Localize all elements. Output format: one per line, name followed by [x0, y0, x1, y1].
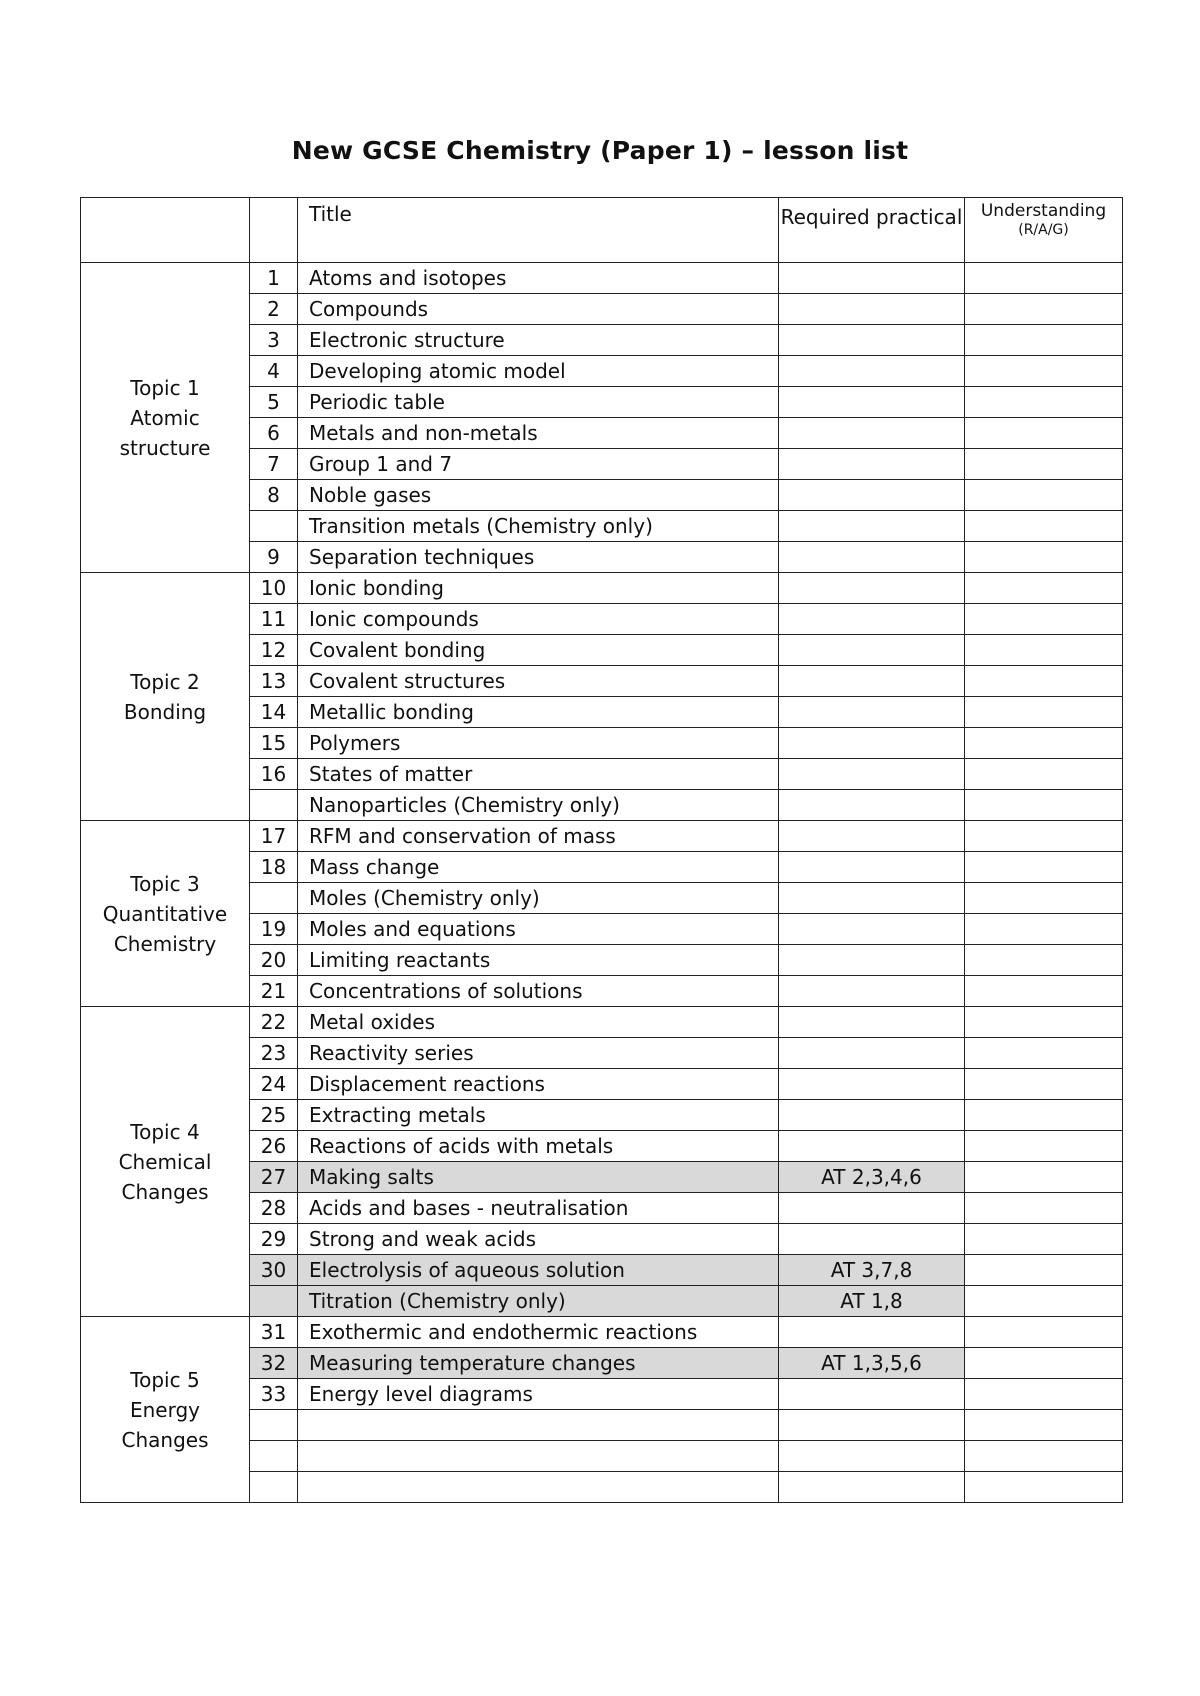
topic-label-cell — [81, 821, 250, 1007]
understanding-rag-cell[interactable] — [965, 1193, 1123, 1224]
lesson-number-cell: 19 — [250, 914, 298, 945]
understanding-rag-cell[interactable] — [965, 666, 1123, 697]
lesson-title-cell: Group 1 and 7 — [298, 449, 779, 480]
lesson-number-cell: 26 — [250, 1131, 298, 1162]
understanding-rag-cell[interactable] — [965, 418, 1123, 449]
understanding-rag-cell[interactable] — [965, 573, 1123, 604]
lesson-title-cell: Metals and non-metals — [298, 418, 779, 449]
understanding-rag-cell[interactable] — [965, 1255, 1123, 1286]
lesson-number-cell — [250, 1472, 298, 1503]
required-practical-cell: AT 1,3,5,6 — [779, 1348, 965, 1379]
understanding-rag-cell[interactable] — [965, 914, 1123, 945]
lesson-number-cell — [250, 1441, 298, 1472]
topic-label-line: Topic 4 — [130, 1119, 200, 1144]
lesson-title-cell: Making salts — [298, 1162, 779, 1193]
required-practical-cell — [779, 1472, 965, 1503]
header-topic-cell — [81, 198, 250, 263]
table-row — [81, 1317, 1123, 1348]
lesson-number-cell: 24 — [250, 1069, 298, 1100]
lesson-table — [80, 197, 1123, 1503]
lesson-number-cell — [250, 511, 298, 542]
lesson-number-cell — [250, 1410, 298, 1441]
required-practical-cell — [779, 573, 965, 604]
table-row — [81, 821, 1123, 852]
lesson-title-cell: Titration (Chemistry only) — [298, 1286, 779, 1317]
lesson-title-cell: Covalent bonding — [298, 635, 779, 666]
lesson-title-cell: Concentrations of solutions — [298, 976, 779, 1007]
required-practical-cell — [779, 759, 965, 790]
topic-label-cell — [81, 573, 250, 821]
topic-label-line: Energy — [129, 1397, 201, 1422]
lesson-number-cell — [250, 1286, 298, 1317]
lesson-number-cell: 13 — [250, 666, 298, 697]
table-row — [81, 263, 1123, 294]
lesson-number-cell: 27 — [250, 1162, 298, 1193]
topic-label-line: structure — [119, 435, 211, 460]
understanding-rag-cell[interactable] — [965, 263, 1123, 294]
page-title: New GCSE Chemistry (Paper 1) – lesson list — [291, 136, 909, 165]
lesson-title-cell: Covalent structures — [298, 666, 779, 697]
understanding-rag-cell[interactable] — [965, 728, 1123, 759]
lesson-title-cell: Separation techniques — [298, 542, 779, 573]
lesson-number-cell — [250, 790, 298, 821]
required-practical-cell — [779, 790, 965, 821]
lesson-title-cell — [298, 1472, 779, 1503]
lesson-number-cell: 7 — [250, 449, 298, 480]
lesson-number-cell: 33 — [250, 1379, 298, 1410]
lesson-title-cell: Strong and weak acids — [298, 1224, 779, 1255]
required-practical-cell — [779, 1224, 965, 1255]
required-practical-cell — [779, 263, 965, 294]
understanding-rag-cell[interactable] — [965, 511, 1123, 542]
required-practical-cell — [779, 1038, 965, 1069]
lesson-title-cell: Developing atomic model — [298, 356, 779, 387]
lesson-number-cell: 16 — [250, 759, 298, 790]
lesson-title-cell: Exothermic and endothermic reactions — [298, 1317, 779, 1348]
lesson-title-cell: Transition metals (Chemistry only) — [298, 511, 779, 542]
required-practical-cell — [779, 1379, 965, 1410]
required-practical-cell — [779, 1317, 965, 1348]
lesson-title-cell: Moles (Chemistry only) — [298, 883, 779, 914]
understanding-rag-cell[interactable] — [965, 790, 1123, 821]
topic-label-line: Changes — [121, 1427, 209, 1452]
lesson-number-cell: 29 — [250, 1224, 298, 1255]
topic-label-line: Chemical — [118, 1149, 212, 1174]
required-practical-cell — [779, 635, 965, 666]
lesson-number-cell: 32 — [250, 1348, 298, 1379]
lesson-number-cell: 25 — [250, 1100, 298, 1131]
lesson-title-cell: Reactions of acids with metals — [298, 1131, 779, 1162]
lesson-title-cell: Mass change — [298, 852, 779, 883]
required-practical-cell: AT 3,7,8 — [779, 1255, 965, 1286]
header-understanding-key: (R/A/G) — [1018, 222, 1069, 239]
topic-label-line: Topic 5 — [130, 1367, 200, 1392]
required-practical-cell — [779, 1131, 965, 1162]
lesson-number-cell — [250, 883, 298, 914]
lesson-title-cell: Periodic table — [298, 387, 779, 418]
required-practical-cell — [779, 449, 965, 480]
topic-label-line: Topic 3 — [130, 871, 200, 896]
understanding-rag-cell[interactable] — [965, 821, 1123, 852]
topic-label-line: Quantitative — [102, 901, 228, 926]
required-practical-cell — [779, 1441, 965, 1472]
lesson-title-cell: Noble gases — [298, 480, 779, 511]
lesson-number-cell: 4 — [250, 356, 298, 387]
understanding-rag-cell[interactable] — [965, 325, 1123, 356]
lesson-title-cell: Reactivity series — [298, 1038, 779, 1069]
lesson-number-cell: 23 — [250, 1038, 298, 1069]
required-practical-cell — [779, 356, 965, 387]
lesson-table-body — [81, 198, 1123, 1503]
required-practical-cell — [779, 325, 965, 356]
understanding-rag-cell[interactable] — [965, 294, 1123, 325]
topic-label-line: Topic 2 — [130, 669, 200, 694]
understanding-rag-cell[interactable] — [965, 976, 1123, 1007]
topic-label-line: Changes — [121, 1179, 209, 1204]
topic-label-cell — [81, 263, 250, 573]
topic-label-cell — [81, 1007, 250, 1317]
understanding-rag-cell[interactable] — [965, 1100, 1123, 1131]
lesson-title-cell: Metal oxides — [298, 1007, 779, 1038]
understanding-rag-cell[interactable] — [965, 1007, 1123, 1038]
understanding-rag-cell[interactable] — [965, 356, 1123, 387]
lesson-number-cell: 2 — [250, 294, 298, 325]
lesson-number-cell: 6 — [250, 418, 298, 449]
lesson-title-cell: Atoms and isotopes — [298, 263, 779, 294]
required-practical-cell: AT 2,3,4,6 — [779, 1162, 965, 1193]
required-practical-cell — [779, 852, 965, 883]
understanding-rag-cell[interactable] — [965, 1379, 1123, 1410]
lesson-title-cell: Compounds — [298, 294, 779, 325]
understanding-rag-cell[interactable] — [965, 604, 1123, 635]
required-practical-cell — [779, 728, 965, 759]
lesson-number-cell: 17 — [250, 821, 298, 852]
lesson-title-cell: States of matter — [298, 759, 779, 790]
required-practical-cell — [779, 821, 965, 852]
understanding-rag-cell[interactable] — [965, 1472, 1123, 1503]
understanding-rag-cell[interactable] — [965, 1038, 1123, 1069]
topic-label-line: Topic 1 — [130, 375, 200, 400]
required-practical-cell: AT 1,8 — [779, 1286, 965, 1317]
understanding-rag-cell[interactable] — [965, 1131, 1123, 1162]
lesson-number-cell: 18 — [250, 852, 298, 883]
required-practical-cell — [779, 914, 965, 945]
required-practical-cell — [779, 480, 965, 511]
topic-label-cell — [81, 1317, 250, 1503]
header-understanding-cell — [965, 198, 1123, 263]
lesson-title-cell: Polymers — [298, 728, 779, 759]
lesson-number-cell: 9 — [250, 542, 298, 573]
understanding-rag-cell[interactable] — [965, 542, 1123, 573]
lesson-title-cell: Electronic structure — [298, 325, 779, 356]
required-practical-cell — [779, 666, 965, 697]
lesson-number-cell: 5 — [250, 387, 298, 418]
lesson-number-cell: 20 — [250, 945, 298, 976]
understanding-rag-cell[interactable] — [965, 945, 1123, 976]
lesson-number-cell: 15 — [250, 728, 298, 759]
lesson-number-cell: 3 — [250, 325, 298, 356]
understanding-rag-cell[interactable] — [965, 1317, 1123, 1348]
table-row — [81, 573, 1123, 604]
lesson-title-cell — [298, 1441, 779, 1472]
understanding-rag-cell[interactable] — [965, 449, 1123, 480]
required-practical-cell — [779, 945, 965, 976]
topic-label-line: Chemistry — [113, 931, 217, 956]
lesson-title-cell: Displacement reactions — [298, 1069, 779, 1100]
header-title-cell: Title — [298, 198, 779, 263]
lesson-title-cell: Ionic bonding — [298, 573, 779, 604]
topic-label-line: Bonding — [123, 699, 207, 724]
lesson-number-cell: 22 — [250, 1007, 298, 1038]
lesson-number-cell: 30 — [250, 1255, 298, 1286]
understanding-rag-cell[interactable] — [965, 883, 1123, 914]
understanding-rag-cell[interactable] — [965, 759, 1123, 790]
header-understanding-label: Understanding — [980, 201, 1107, 221]
understanding-rag-cell[interactable] — [965, 1348, 1123, 1379]
lesson-title-cell — [298, 1410, 779, 1441]
required-practical-cell — [779, 1193, 965, 1224]
lesson-number-cell: 12 — [250, 635, 298, 666]
lesson-title-cell: Acids and bases - neutralisation — [298, 1193, 779, 1224]
lesson-title-cell: Ionic compounds — [298, 604, 779, 635]
required-practical-cell — [779, 1100, 965, 1131]
lesson-number-cell: 21 — [250, 976, 298, 1007]
understanding-rag-cell[interactable] — [965, 1224, 1123, 1255]
required-practical-cell — [779, 418, 965, 449]
understanding-rag-cell[interactable] — [965, 1410, 1123, 1441]
required-practical-cell — [779, 511, 965, 542]
required-practical-cell — [779, 604, 965, 635]
lesson-number-cell: 28 — [250, 1193, 298, 1224]
understanding-rag-cell[interactable] — [965, 387, 1123, 418]
lesson-title-cell: Electrolysis of aqueous solution — [298, 1255, 779, 1286]
required-practical-cell — [779, 387, 965, 418]
understanding-rag-cell[interactable] — [965, 1286, 1123, 1317]
understanding-rag-cell[interactable] — [965, 697, 1123, 728]
header-practical-cell: Required practical — [779, 198, 965, 263]
required-practical-cell — [779, 542, 965, 573]
lesson-number-cell: 8 — [250, 480, 298, 511]
required-practical-cell — [779, 294, 965, 325]
lesson-number-cell: 1 — [250, 263, 298, 294]
required-practical-cell — [779, 1007, 965, 1038]
lesson-title-cell: RFM and conservation of mass — [298, 821, 779, 852]
lesson-title-cell: Moles and equations — [298, 914, 779, 945]
lesson-title-cell: Extracting metals — [298, 1100, 779, 1131]
lesson-title-cell: Measuring temperature changes — [298, 1348, 779, 1379]
understanding-rag-cell[interactable] — [965, 1441, 1123, 1472]
required-practical-cell — [779, 883, 965, 914]
understanding-rag-cell[interactable] — [965, 1069, 1123, 1100]
topic-label-line: Atomic — [130, 405, 200, 430]
understanding-rag-cell[interactable] — [965, 852, 1123, 883]
lesson-title-cell: Energy level diagrams — [298, 1379, 779, 1410]
understanding-rag-cell[interactable] — [965, 635, 1123, 666]
required-practical-cell — [779, 1069, 965, 1100]
required-practical-cell — [779, 697, 965, 728]
understanding-rag-cell[interactable] — [965, 480, 1123, 511]
table-header-row — [81, 198, 1123, 263]
lesson-title-cell: Limiting reactants — [298, 945, 779, 976]
lesson-title-cell: Nanoparticles (Chemistry only) — [298, 790, 779, 821]
required-practical-cell — [779, 1410, 965, 1441]
lesson-number-cell: 10 — [250, 573, 298, 604]
lesson-number-cell: 31 — [250, 1317, 298, 1348]
required-practical-cell — [779, 976, 965, 1007]
lesson-title-cell: Metallic bonding — [298, 697, 779, 728]
header-number-cell — [250, 198, 298, 263]
table-row — [81, 1007, 1123, 1038]
lesson-number-cell: 11 — [250, 604, 298, 635]
understanding-rag-cell[interactable] — [965, 1162, 1123, 1193]
lesson-number-cell: 14 — [250, 697, 298, 728]
